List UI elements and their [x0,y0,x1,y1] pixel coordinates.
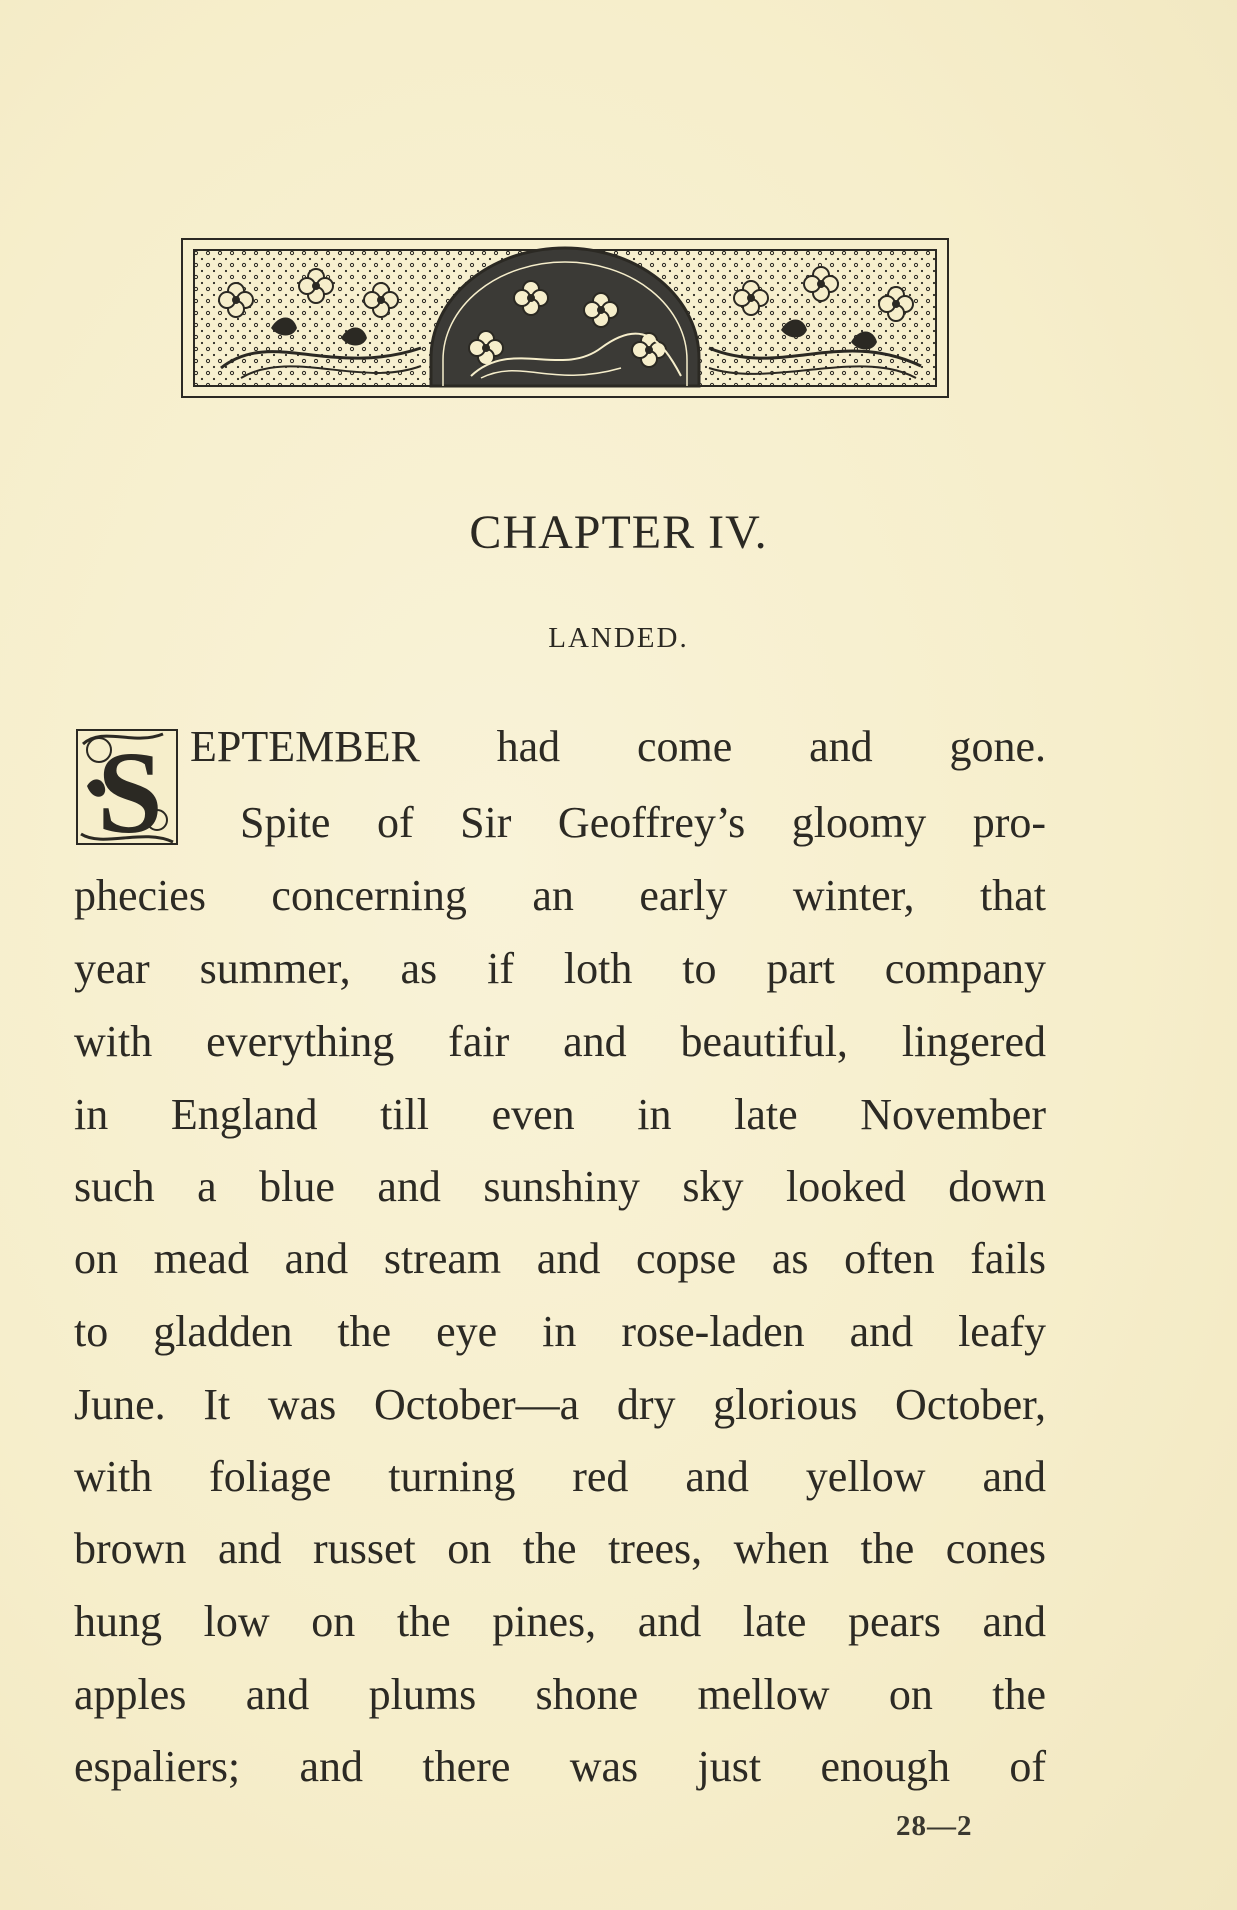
text-line-14: apples and plums shone mellow on the [74,1670,1046,1719]
text-line-11: with foliage turning red and yellow and [74,1452,1046,1501]
text-line-10: June. It was October—a dry glorious October, [74,1380,1046,1429]
text-line-6: in England till even in late November [74,1090,1046,1139]
text-line-2: Spite of Sir Geoffrey’s gloomy pro- [240,798,1046,847]
text-line-8: on mead and stream and copse as often fails [74,1234,1046,1283]
decorated-initial-S-icon [73,716,187,856]
text-line-4: year summer, as if loth to part company [74,944,1046,993]
text-line-1: EPTEMBER had come and gone. [190,722,1046,771]
floral-headpiece-icon [181,238,949,398]
chapter-subtitle: LANDED. [548,622,689,654]
text-line-5: with everything fair and beautiful, lingered [74,1017,1046,1066]
text-line-3: phecies concerning an early winter, that [74,871,1046,920]
text-line-13: hung low on the pines, and late pears and [74,1597,1046,1646]
text-line-7: such a blue and sunshiny sky looked down [74,1162,1046,1211]
signature-mark: 28—2 [896,1810,973,1842]
text-line-9: to gladden the eye in rose-laden and leafy [74,1307,1046,1356]
text-line-15: espaliers; and there was just enough of [74,1742,1046,1791]
chapter-title: CHAPTER IV. [469,506,768,559]
dropcap-letter: S [97,727,163,856]
text-line-12: brown and russet on the trees, when the cones [74,1524,1046,1573]
